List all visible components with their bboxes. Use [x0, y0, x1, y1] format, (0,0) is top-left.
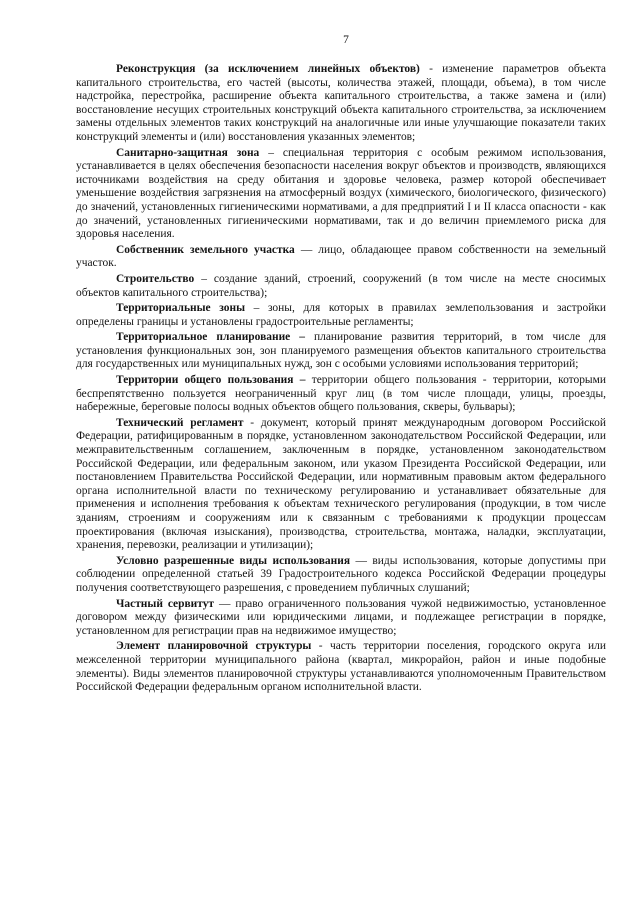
term: Территориальное планирование – — [116, 331, 305, 344]
term: Реконструкция (за исключением линейных объектов) — [116, 63, 420, 75]
definition-conditionally-permitted-uses — [76, 555, 606, 596]
definition-text: планирование развития территорий, в том числе для установления функциональных зон, зон планируемого размещения объектов капитального строительства для государственных или муниципальных нужд, зон с особыми условиями использования территорий; — [76, 331, 606, 371]
definition-text: территории общего пользования - территории, которыми беспрепятственно пользуется неограниченный круг лиц (в том числе площади, улицы, проезды, набережные, береговые полосы водных объектов общего пользования, скверы, бульвары); — [76, 374, 606, 414]
term: Строительство — [116, 272, 195, 285]
definition-construction — [76, 273, 606, 300]
definition-reconstruction — [76, 63, 606, 145]
definition-text: – специальная территория с особым режимом использования, устанавливается в целях обеспечения безопасности населения вокруг объектов и производств, являющихся источниками воздействия на среду обитания и здоровье человека, размер которой обеспечивает уменьшение воздействия загрязнения на атмосферный воздух (химического, биологического, физического) до значений, установленных гигиеническими нормативами, а для предприятий I и II класса опасности - как до значений, установленных гигиеническими нормативами, так и до величин приемлемого риска для здоровья населения. — [76, 146, 606, 241]
definition-territorial-zones — [76, 302, 606, 329]
term: Собственник земельного участка — [116, 243, 295, 256]
definition-land-owner — [76, 244, 606, 271]
term: Частный сервитут — [116, 597, 215, 610]
definition-text: – зоны, для которых в правилах землепользования и застройки определены границы и установлены градостроительные регламенты; — [76, 302, 606, 328]
definition-territorial-planning — [76, 331, 606, 372]
definition-text: - документ, который принят международным договором Российской Федерации, ратифицированным в порядке, установленном законодательством Российской Федерации, или межправительственным соглашением, заключенным в порядке, установленном законодательством Российской Федерации, или федеральным законом, или указом Президента Российской Федерации, или постановлением Правительства Российской Федерации, или нормативным правовым актом федерального органа исполнительной власти по техническому регулированию и устанавливает обязательные для применения и исполнения требования к объектам технического регулирования (продукции, в том числе зданиям, строениям и сооружениям или к связанным с требованиями к продукции процессам проектирования (включая изыскания), производства, строительства, монтажа, наладки, эксплуатации, хранения, перевозки, реализации и утилизации); — [76, 416, 606, 552]
term: Технический регламент — [116, 416, 244, 429]
definition-technical-regulation — [76, 417, 606, 553]
definition-text: - изменение параметров объекта капитального строительства, его частей (высоты, количества этажей, площади, объема), в том числе надстройка, перестройка, расширение объекта капитального строительства, а также замена и (или) восстановление несущих строительных конструкций объекта капитального строительства, за исключением замены отдельных элементов таких конструкций на аналогичные или иные улучшающие показатели таких конструкций элементы и (или) восстановления указанных элементов; — [76, 63, 607, 143]
term: Санитарно-защитная зона — [116, 146, 260, 159]
term: Территориальные зоны — [116, 302, 245, 315]
definition-planning-structure-element — [76, 640, 606, 694]
term: Территории общего пользования – — [116, 374, 306, 387]
definition-sanitary-protection-zone — [76, 147, 606, 242]
definition-public-territories — [76, 374, 606, 415]
page-number: 7 — [343, 34, 349, 46]
definition-text: — лицо, обладающее правом собственности на земельный участок. — [76, 243, 606, 270]
definition-private-servitude — [76, 598, 606, 639]
definition-text: — право ограниченного пользования чужой недвижимостью, установленное договором между физическими или юридическими лицами, и подлежащее регистрации в порядке, установленном для регистрации прав на недвижимое имущество; — [76, 597, 606, 637]
definition-text: - часть территории поселения, городского округа или межселенной территории муниципального района (квартал, микрорайон, район и иные подобные элементы). Виды элементов планировочной структуры устанавливаются уполномоченным Правительством Российской Федерации федеральным органом исполнительной власти. — [76, 640, 606, 694]
definition-text: — виды использования, которые допустимы при соблюдении определенной статьей 39 Градостроительного кодекса Российской Федерации процедуры получения соответствующего разрешения, с проведением публичных слушаний; — [76, 554, 606, 594]
term: Элемент планировочной структуры — [116, 640, 312, 653]
term: Условно разрешенные виды использования — [116, 554, 351, 567]
definition-text: – создание зданий, строений, сооружений (в том числе на месте сносимых объектов капитального строительства); — [76, 272, 606, 299]
